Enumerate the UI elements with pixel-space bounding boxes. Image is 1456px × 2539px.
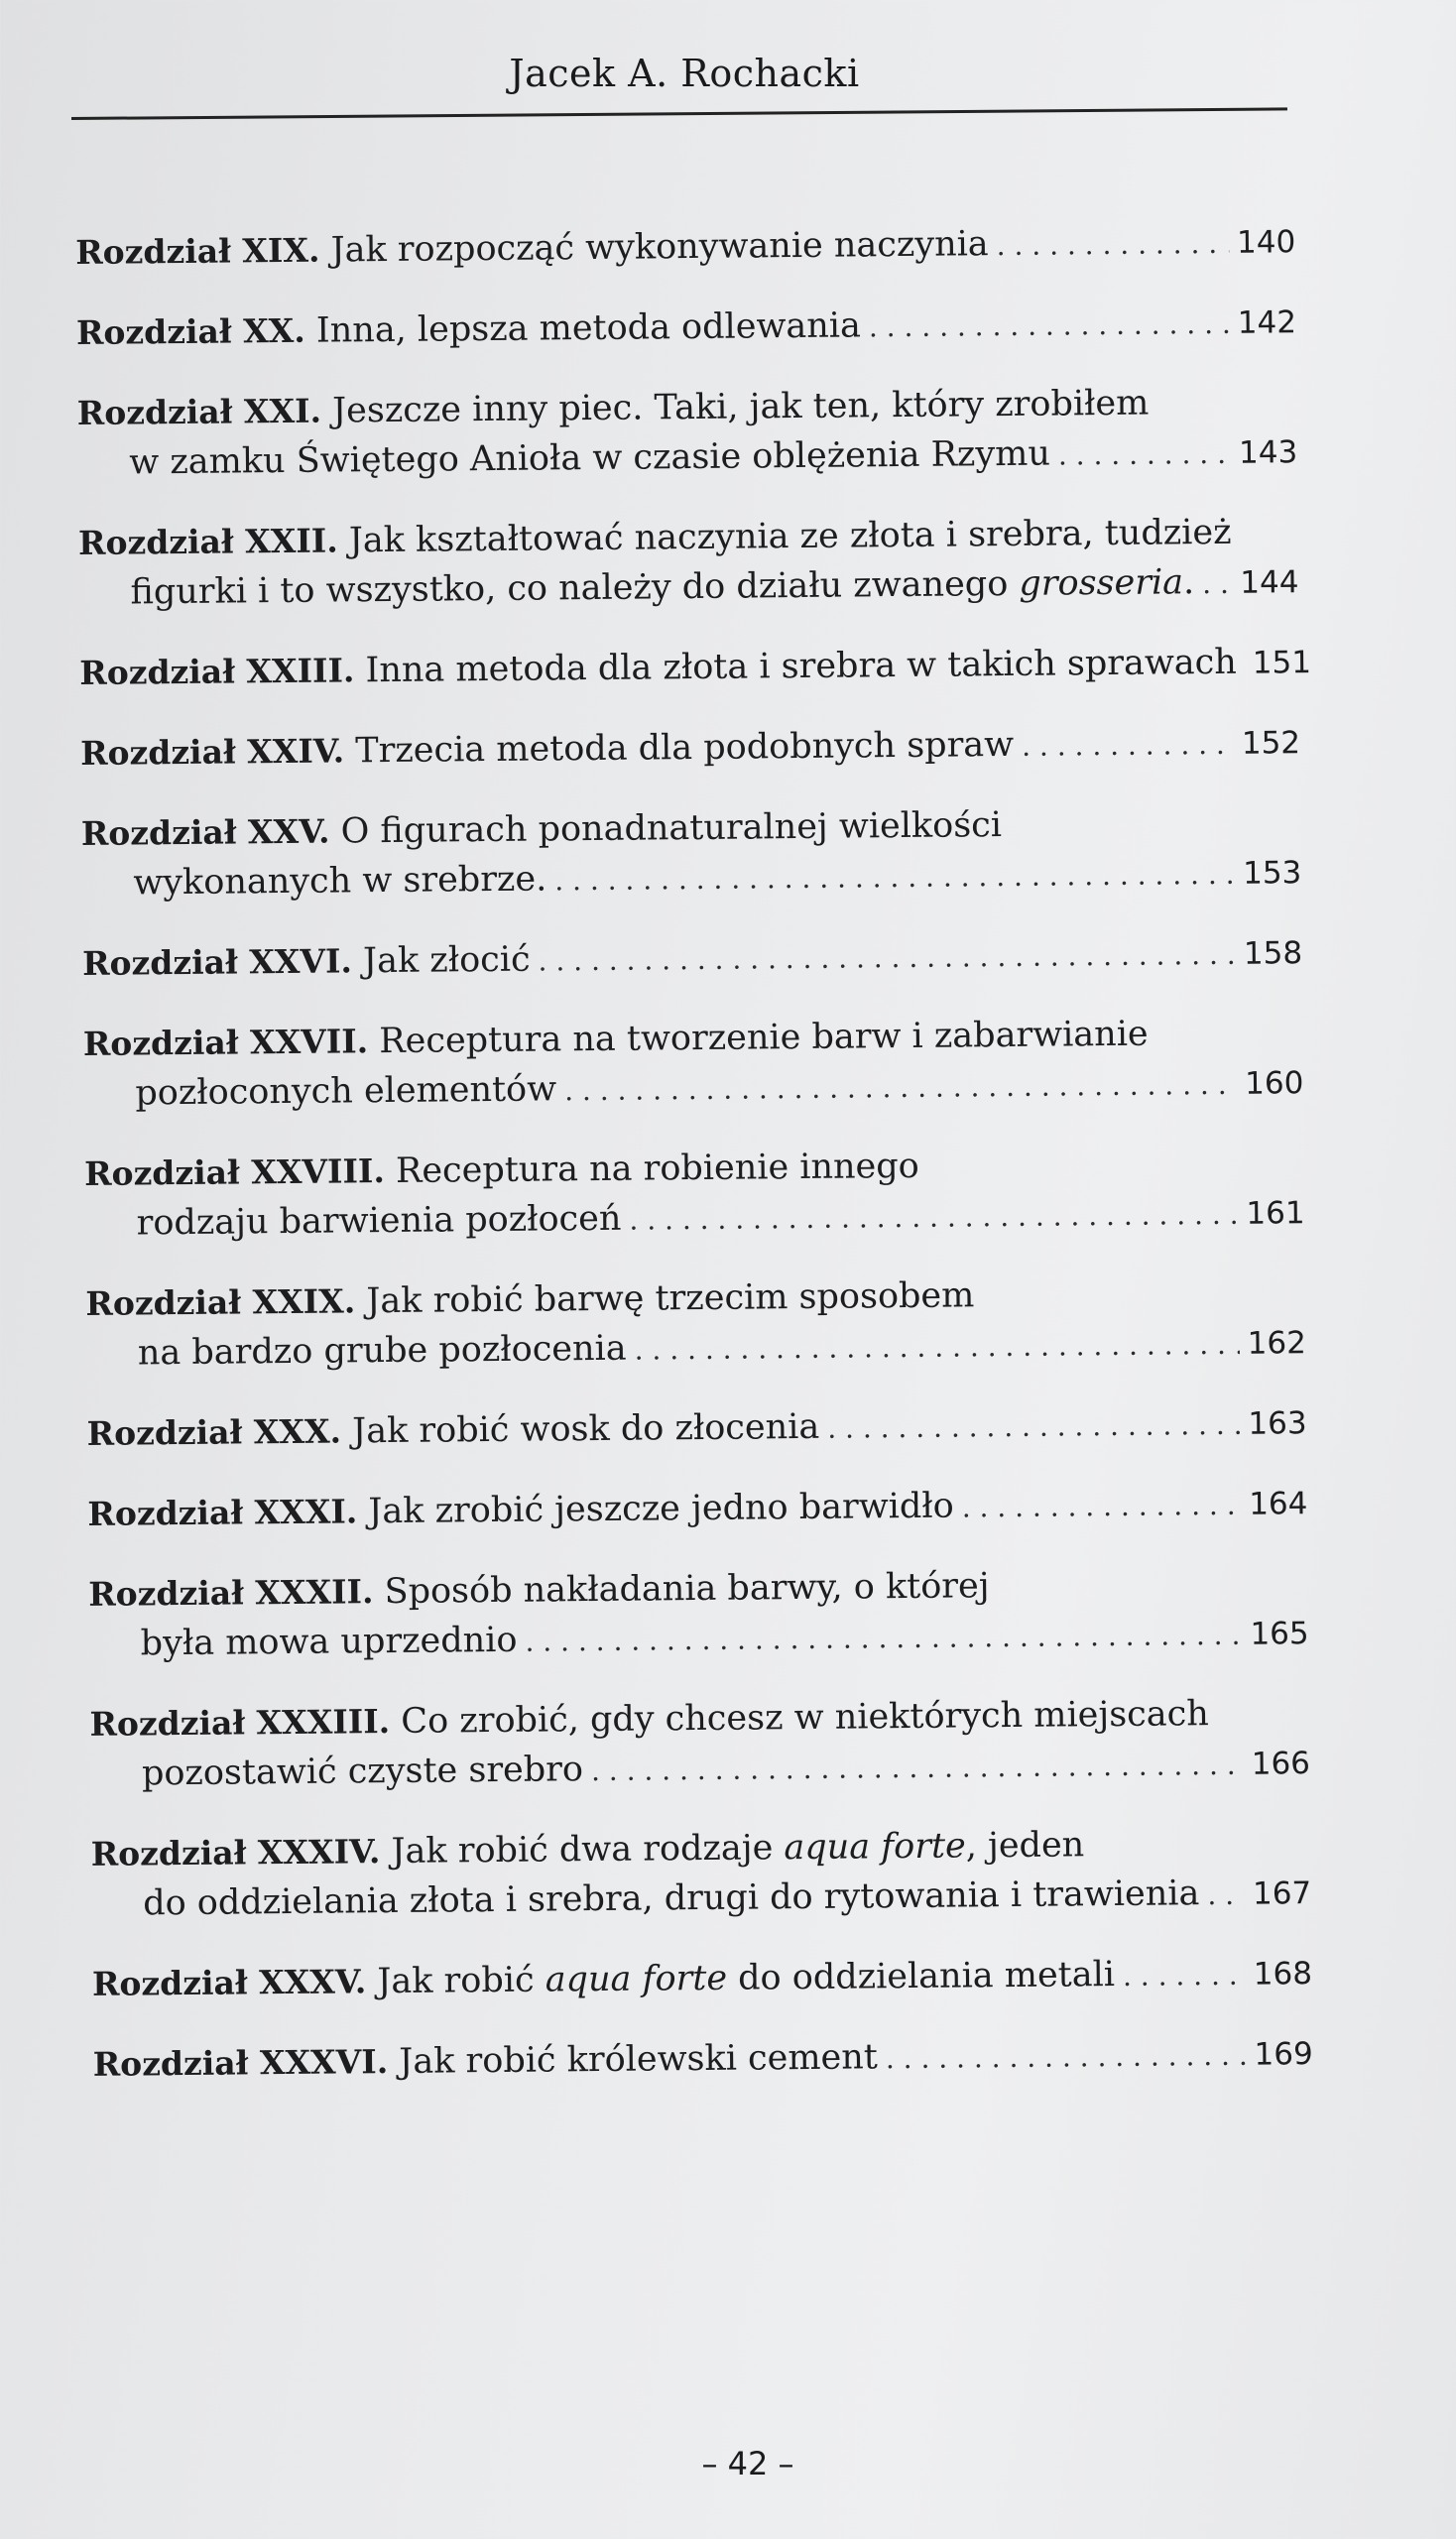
toc-entry[interactable]	[85, 1268, 1306, 1381]
chapter-title: Jak robić dwa rodzaje	[380, 1828, 785, 1873]
chapter-title-end: do oddzielania metali	[726, 1955, 1116, 1998]
page-number: 166	[1251, 1746, 1311, 1782]
toc-entry[interactable]	[88, 1558, 1309, 1671]
chapter-title-cont: rodzaju barwienia pozłoceń	[136, 1198, 622, 1244]
page-number: 152	[1241, 725, 1301, 762]
toc-entry[interactable]	[93, 2028, 1313, 2092]
dot-leader	[525, 1611, 1242, 1667]
dot-leader	[591, 1741, 1244, 1796]
header-rule	[71, 107, 1287, 120]
chapter-title-cont: pozłoconych elementów	[135, 1069, 557, 1114]
chapter-label: Rozdział XXV.	[80, 811, 330, 853]
dot-leader	[996, 219, 1229, 271]
toc-entry[interactable]	[86, 1397, 1306, 1461]
chapter-label: Rozdział XXIII.	[79, 651, 355, 692]
table-of-contents	[75, 216, 1313, 2120]
page-number: 168	[1253, 1956, 1313, 1993]
toc-entry[interactable]	[84, 1138, 1305, 1251]
chapter-title-end: , jeden	[965, 1825, 1085, 1867]
page-number: 153	[1242, 855, 1302, 892]
chapter-label: Rozdział XXXII.	[88, 1572, 374, 1614]
chapter-label: Rozdział XXXIII.	[89, 1702, 391, 1744]
chapter-label: Rozdział XXI.	[76, 391, 322, 432]
page-number: 162	[1247, 1325, 1307, 1362]
toc-entry[interactable]	[92, 1948, 1312, 2011]
chapter-title-italic: aqua forte	[784, 1826, 966, 1869]
dot-leader	[554, 850, 1235, 907]
chapter-title-cont-end: .	[1182, 562, 1195, 603]
chapter-label: Rozdział XXIV.	[79, 731, 345, 773]
dot-leader	[1202, 559, 1233, 609]
chapter-title: Jeszcze inny piec. Taki, jak ten, który zrobiłem	[320, 383, 1150, 431]
page-number: 163	[1248, 1405, 1307, 1442]
toc-entry[interactable]	[89, 1688, 1310, 1801]
page-number: 140	[1236, 224, 1296, 261]
chapter-title: Trzecia metoda dla podobnych spraw	[343, 724, 1015, 772]
chapter-label: Rozdział XXVII.	[82, 1022, 369, 1063]
chapter-label: Rozdział XXVIII.	[83, 1151, 386, 1193]
dot-leader	[564, 1060, 1238, 1117]
chapter-label: Rozdział XXIX.	[85, 1281, 356, 1323]
chapter-title-cont: na bardzo grube pozłocenia	[137, 1328, 627, 1374]
page-number: 169	[1254, 2036, 1313, 2073]
page-number: 158	[1243, 935, 1303, 972]
chapter-label: Rozdział XXXI.	[87, 1492, 358, 1533]
page-number: 161	[1246, 1195, 1305, 1232]
chapter-label: Rozdział XXX.	[86, 1411, 342, 1453]
chapter-title-cont: figurki i to wszystko, co należy do działu zwanego	[130, 563, 1020, 613]
dot-leader	[629, 1190, 1238, 1246]
chapter-title: O figurach ponadnaturalnej wielkości	[329, 805, 1003, 852]
chapter-title: Jak robić barwę trzecim sposobem	[355, 1275, 975, 1322]
page-number: 151	[1252, 645, 1312, 681]
chapter-title: Sposób nakładania barwy, o której	[373, 1566, 990, 1613]
chapter-title-cont: w zamku Świętego Anioła w czasie oblężenia Rzymu	[129, 433, 1051, 483]
dot-leader	[634, 1320, 1240, 1376]
chapter-title-italic: grosseria	[1019, 562, 1184, 604]
chapter-title-cont: była mowa uprzednio	[140, 1620, 518, 1664]
chapter-title: Co zrobić, gdy chcesz w niektórych miejscach	[389, 1694, 1210, 1743]
chapter-title-cont: do oddzielania złota i srebra, drugi do rytowania i trawienia	[143, 1874, 1200, 1924]
chapter-label: Rozdział XXVI.	[81, 941, 353, 983]
page-number: 160	[1244, 1065, 1304, 1102]
page-number: 165	[1250, 1616, 1309, 1652]
chapter-title-cont: pozostawić czyste srebro	[141, 1750, 584, 1794]
toc-entry[interactable]	[78, 507, 1299, 620]
page-folio: – 42 –	[701, 2445, 794, 2482]
running-head: Jacek A. Rochacki	[509, 52, 860, 95]
chapter-title: Inna, lepsza metoda odlewania	[304, 305, 862, 351]
page-number: 144	[1240, 564, 1299, 601]
dot-leader	[1123, 1951, 1246, 2001]
toc-entry[interactable]	[83, 1008, 1304, 1121]
chapter-title: Jak robić królewski cement	[388, 2037, 879, 2083]
chapter-title: Jak rozpocząć wykonywanie naczynia	[319, 224, 989, 271]
chapter-title: Jak robić wosk do złocenia	[340, 1406, 820, 1452]
chapter-title: Jak robić	[366, 1960, 546, 2002]
toc-entry[interactable]	[81, 797, 1302, 910]
chapter-label: Rozdział XXXV.	[91, 1962, 367, 2003]
toc-entry[interactable]	[87, 1478, 1307, 1541]
page-number: 167	[1252, 1875, 1312, 1912]
page-number: 143	[1238, 434, 1298, 471]
dot-leader	[538, 930, 1236, 987]
chapter-title: Jak kształtować naczynia ze złota i srebra, tudzież	[337, 512, 1232, 561]
page-number: 164	[1249, 1486, 1308, 1522]
dot-leader	[886, 2031, 1247, 2084]
chapter-label: Rozdział XXXVI.	[92, 2042, 389, 2084]
toc-entry[interactable]	[76, 297, 1296, 360]
toc-entry[interactable]	[79, 637, 1312, 700]
chapter-title: Inna metoda dla złota i srebra w takich sprawach	[354, 642, 1238, 691]
toc-entry[interactable]	[75, 216, 1295, 280]
dot-leader	[1058, 429, 1232, 481]
chapter-label: Rozdział XXXIV.	[90, 1832, 381, 1874]
toc-entry[interactable]	[91, 1818, 1312, 1931]
chapter-label: Rozdział XX.	[75, 310, 305, 352]
page-number: 142	[1237, 304, 1297, 341]
toc-entry[interactable]	[77, 377, 1298, 490]
toc-entry[interactable]	[80, 717, 1300, 781]
dot-leader	[869, 300, 1230, 352]
dot-leader	[962, 1481, 1242, 1533]
chapter-title-italic: aqua forte	[545, 1958, 728, 2000]
chapter-label: Rozdział XIX.	[75, 230, 320, 272]
dot-leader	[1022, 720, 1234, 772]
chapter-title: Receptura na robienie innego	[384, 1146, 919, 1192]
chapter-title: Jak zrobić jeszcze jedno barwidło	[357, 1486, 954, 1532]
chapter-title: Jak złocić	[351, 939, 531, 982]
dot-leader	[1207, 1871, 1245, 1920]
toc-entry[interactable]	[82, 927, 1302, 991]
chapter-title-cont: wykonanych w srebrze.	[133, 859, 547, 904]
dot-leader	[827, 1400, 1241, 1454]
chapter-title: Receptura na tworzenie barw i zabarwianie	[367, 1014, 1149, 1062]
chapter-label: Rozdział XXII.	[77, 521, 338, 562]
